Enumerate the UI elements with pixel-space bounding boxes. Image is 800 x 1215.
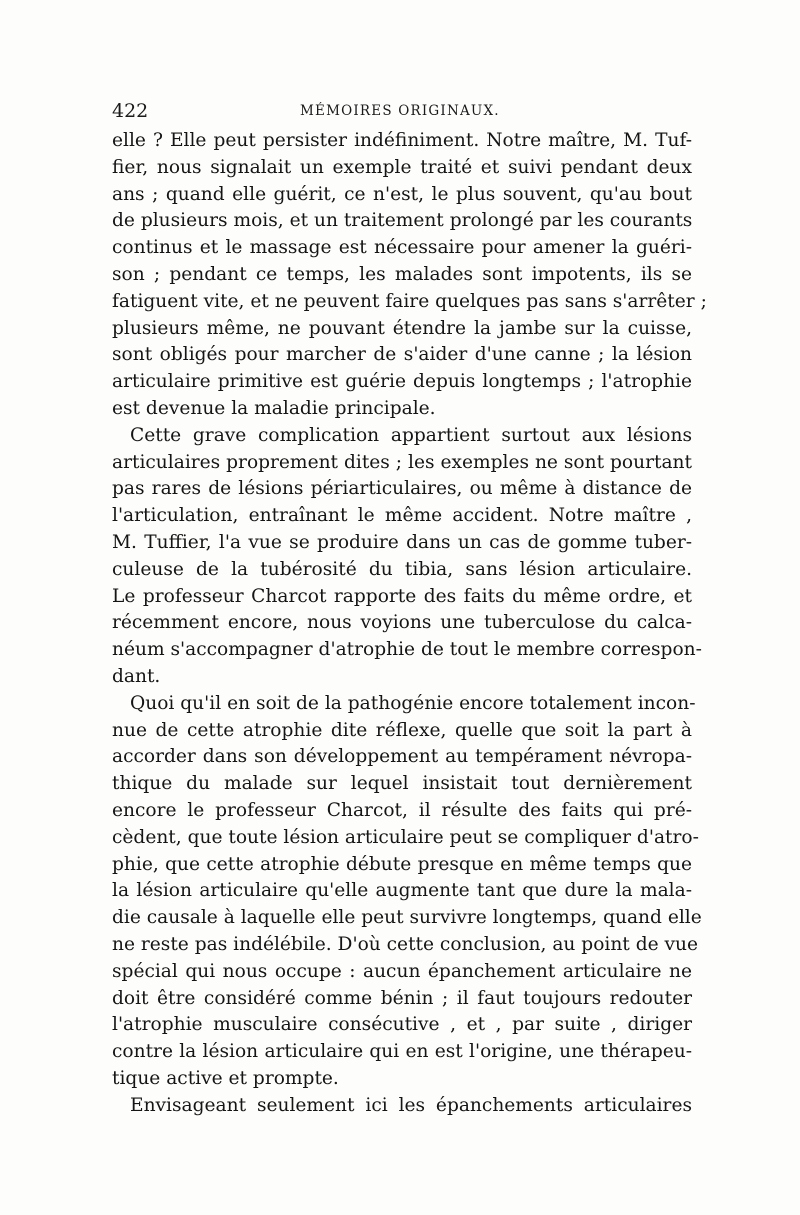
text-line: encore le professeur Charcot, il résulte des faits qui pré-: [112, 799, 692, 821]
text-line: elle ? Elle peut persister indéfiniment. Notre maître, M. Tuf-: [112, 130, 692, 151]
text-line: phie, que cette atrophie débute presque en même temps que: [112, 853, 692, 875]
text-line: accorder dans son développement au tempérament névropa-: [112, 746, 692, 768]
text-line: l'articulation, entraînant le même accident. Notre maître ,: [112, 505, 692, 527]
text-line: dant.: [112, 665, 161, 687]
text-line: ans ; quand elle guérit, ce n'est, le plus souvent, qu'au bout: [112, 183, 692, 205]
text-line: cèdent, que toute lésion articulaire peut se compliquer d'atro-: [112, 826, 699, 848]
text-line: fier, nous signalait un exemple traité et suivi pendant deux: [112, 156, 692, 178]
text-line: tique active et prompte.: [112, 1067, 339, 1089]
text-line: die causale à laquelle elle peut survivre longtemps, quand elle: [112, 907, 702, 929]
text-line: Envisageant seulement ici les épanchements articulaires: [130, 1094, 692, 1116]
text-line: son ; pendant ce temps, les malades sont impotents, ils se: [112, 263, 692, 285]
text-line: est devenue la maladie principale.: [112, 397, 436, 419]
text-line: M. Tuffier, l'a vue se produire dans un cas de gomme tuber-: [112, 531, 692, 553]
text-line: articulaire primitive est guérie depuis longtemps ; l'atrophie: [112, 371, 692, 393]
text-line: récemment encore, nous voyions une tuberculose du calca-: [112, 612, 692, 634]
text-line: Cette grave complication appartient surtout aux lésions: [130, 424, 692, 446]
text-line: contre la lésion articulaire qui en est l'origine, une thérapeu-: [112, 1041, 692, 1063]
text-line: spécial qui nous occupe : aucun épanchement articulaire ne: [112, 960, 692, 982]
body-text: [112, 128, 707, 1119]
text-line: doit être considéré comme bénin ; il faut toujours redouter: [112, 987, 692, 1009]
text-line: pas rares de lésions périarticulaires, ou même à distance de: [112, 478, 692, 500]
page-header: [112, 98, 692, 124]
text-line: thique du malade sur lequel insistait tout dernièrement: [112, 773, 692, 795]
text-line: sont obligés pour marcher de s'aider d'une canne ; la lésion: [112, 344, 692, 366]
text-line: nue de cette atrophie dite réflexe, quelle que soit la part à: [112, 719, 692, 741]
text-line: continus et le massage est nécessaire pour amener la guéri-: [112, 237, 692, 259]
text-line: ne reste pas indélébile. D'où cette conclusion, au point de vue: [112, 933, 698, 955]
text-line: articulaires proprement dites ; les exemples ne sont pourtant: [112, 451, 692, 473]
text-line: néum s'accompagner d'atrophie de tout le membre correspon-: [112, 639, 702, 661]
page-number: 422: [112, 100, 149, 122]
text-line: Le professeur Charcot rapporte des faits du même ordre, et: [112, 585, 692, 607]
text-line: de plusieurs mois, et un traitement prolongé par les courants: [112, 210, 693, 232]
text-line: Quoi qu'il en soit de la pathogénie encore totalement incon-: [130, 692, 696, 714]
text-line: culeuse de la tubérosité du tibia, sans lésion articulaire.: [112, 558, 692, 580]
text-line: fatiguent vite, et ne peuvent faire quelques pas sans s'arrêter ;: [112, 290, 707, 312]
running-head: MÉMOIRES ORIGINAUX.: [300, 103, 500, 119]
text-line: la lésion articulaire qu'elle augmente tant que dure la mala-: [112, 880, 692, 902]
text-line: l'atrophie musculaire consécutive , et , par suite , diriger: [112, 1014, 692, 1036]
text-line: plusieurs même, ne pouvant étendre la jambe sur la cuisse,: [112, 317, 692, 339]
